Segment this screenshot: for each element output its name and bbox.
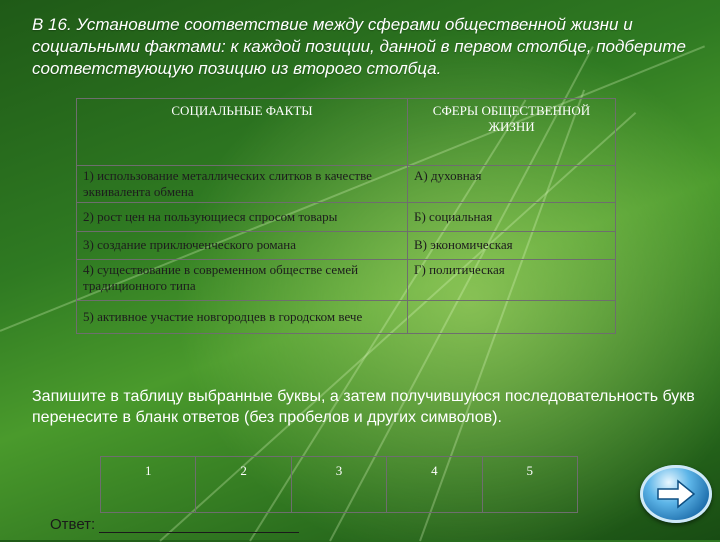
instruction-text: Запишите в таблицу выбранные буквы, а затем получившуюся последовательность букв перенесите в бланк ответов (без пробелов и других символов). — [32, 388, 695, 426]
answer-label: Ответ: — [50, 516, 96, 533]
sphere-cell: Б) социальная — [408, 203, 616, 232]
fact-cell: 1) использование металлических слитков в качестве эквивалента обмена — [77, 166, 408, 203]
fact-cell: 3) создание приключенческого романа — [77, 232, 408, 260]
answer-cell-2[interactable]: 2 — [196, 457, 291, 513]
header-social-facts: СОЦИАЛЬНЫЕ ФАКТЫ — [77, 99, 408, 166]
next-slide-button[interactable] — [640, 465, 712, 523]
sphere-cell: А) духовная — [408, 166, 616, 203]
header-spheres: СФЕРЫ ОБЩЕСТВЕННОЙ ЖИЗНИ — [408, 99, 616, 166]
answer-cell-5[interactable]: 5 — [482, 457, 577, 513]
table-row — [77, 260, 616, 301]
sphere-cell: В) экономическая — [408, 232, 616, 260]
fact-cell: 2) рост цен на пользующиеся спросом товары — [77, 203, 408, 232]
arrow-right-icon — [656, 479, 696, 509]
sphere-cell — [408, 301, 616, 334]
table-row — [77, 203, 616, 232]
table-header-row — [77, 99, 616, 166]
matching-table — [76, 98, 616, 334]
task-title: В 16. Установите соответствие между сферами общественной жизни и социальными фактами: к каждой позиции, данной в первом столбце, подберите соответствующую позицию из второго столбца. — [32, 15, 686, 78]
answer-row — [101, 457, 578, 513]
answer-cell-3[interactable]: 3 — [291, 457, 386, 513]
table-row — [77, 301, 616, 334]
fact-cell: 5) активное участие новгородцев в городском вече — [77, 301, 408, 334]
answer-input-line[interactable] — [99, 518, 299, 533]
answer-table — [100, 456, 578, 513]
answer-cell-4[interactable]: 4 — [387, 457, 482, 513]
sphere-cell: Г) политическая — [408, 260, 616, 301]
table-row — [77, 166, 616, 203]
answer-field — [50, 516, 299, 533]
table-row — [77, 232, 616, 260]
fact-cell: 4) существование в современном обществе семей традиционного типа — [77, 260, 408, 301]
answer-cell-1[interactable]: 1 — [101, 457, 196, 513]
